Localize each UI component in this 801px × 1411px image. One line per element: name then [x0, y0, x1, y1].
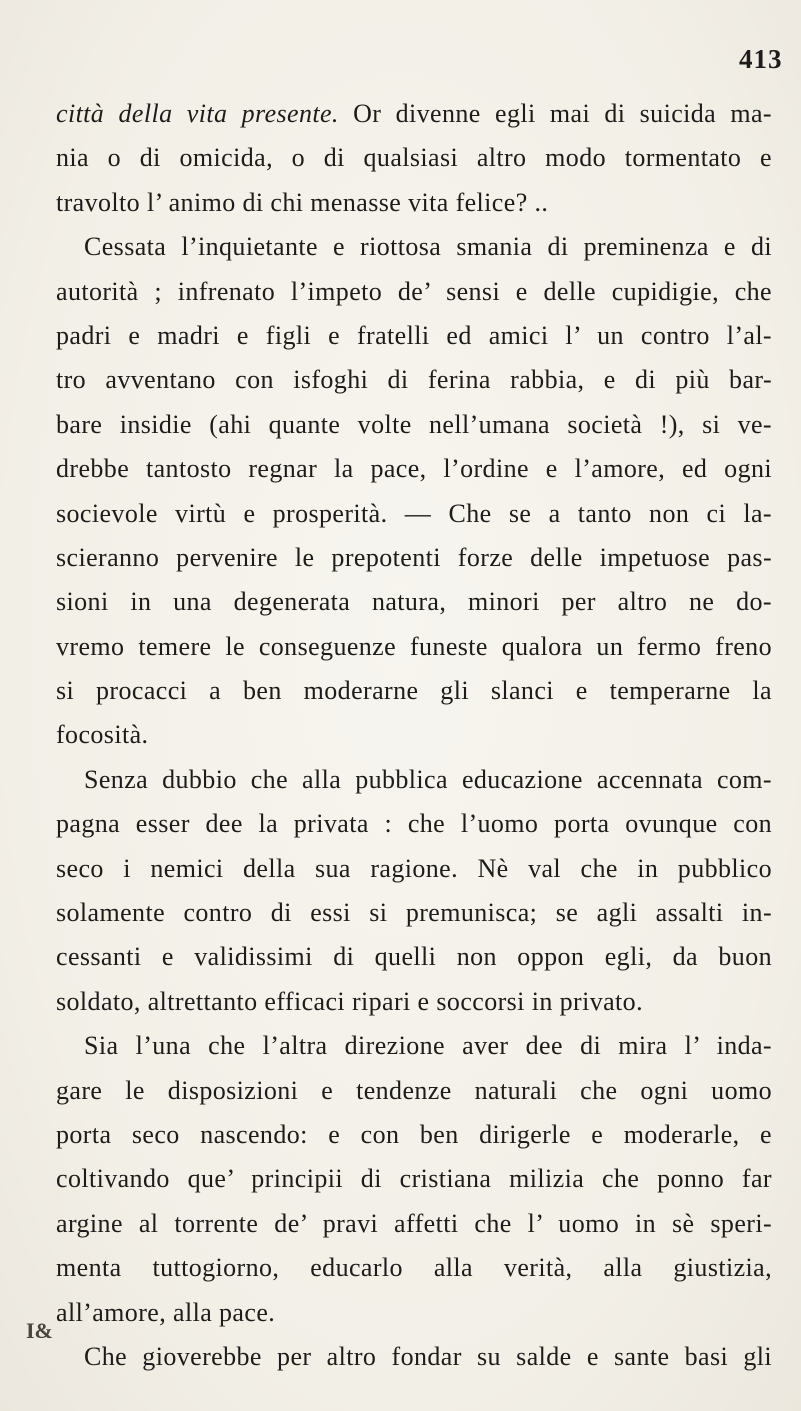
text-line: menta tuttogiorno, educarlo alla verità, alla giustizia,: [56, 1253, 772, 1283]
text-line: solamente contro di essi si premunisca; se agli assalti in-: [56, 898, 772, 928]
text-line: all’amore, alla pace.: [56, 1297, 276, 1327]
text-line: bare insidie (ahi quante volte nell’umana società !), si ve-: [56, 409, 772, 439]
text-line: autorità ; infrenato l’impeto de’ sensi e delle cupidigie, che: [56, 276, 772, 306]
footer-mark: I&: [26, 1318, 53, 1343]
paragraph-start-line: Senza dubbio che alla pubblica educazione accennata com-: [84, 764, 772, 794]
text-line: drebbe tantosto regnar la pace, l’ordine e l’amore, ed ogni: [56, 454, 772, 484]
text-line: nia o di omicida, o di qualsiasi altro modo tormentato e: [56, 143, 772, 173]
text-line: sioni in una degenerata natura, minori per altro ne do-: [56, 587, 772, 617]
text-line: porta seco nascendo: e con ben dirigerle e moderarle, e: [56, 1119, 772, 1149]
page-number: 413: [739, 44, 783, 74]
text-line: pagna esser dee la privata : che l’uomo porta ovunque con: [56, 809, 772, 839]
text-line: seco i nemici della sua ragione. Nè val che in pubblico: [56, 853, 772, 883]
paragraph-start-line: Cessata l’inquietante e riottosa smania di preminenza e di: [84, 232, 772, 262]
italic-phrase: città della vita presente.: [56, 99, 339, 128]
paragraph-start-line: Sia l’una che l’altra direzione aver dee di mira l’ inda-: [84, 1031, 772, 1061]
text-line: socievole virtù e prosperità. — Che se a tanto non ci la-: [56, 498, 772, 528]
text-line: argine al torrente de’ pravi affetti che l’ uomo in sè speri-: [56, 1208, 772, 1238]
text-line: [56, 92, 772, 136]
text-line: coltivando que’ principii di cristiana milizia che ponno far: [56, 1164, 772, 1194]
text-line: travolto l’ animo di chi menasse vita felice? ..: [56, 187, 549, 217]
text-line: soldato, altrettanto efficaci ripari e soccorsi in privato.: [56, 986, 643, 1016]
body-text: [56, 92, 772, 1379]
paragraph-start-line: Che gioverebbe per altro fondar su salde e sante basi gli: [84, 1341, 772, 1371]
text-line: cessanti e validissimi di quelli non oppon egli, da buon: [56, 942, 772, 972]
text-line: si procacci a ben moderarne gli slanci e temperarne la: [56, 676, 772, 706]
text-line: focosità.: [56, 720, 149, 750]
text-line: padri e madri e figli e fratelli ed amici l’ un contro l’al-: [56, 320, 772, 350]
text-line: vremo temere le conseguenze funeste qualora un fermo freno: [56, 631, 772, 661]
line-text: Or divenne egli mai di suicida ma-: [338, 99, 772, 128]
text-line: gare le disposizioni e tendenze naturali che ogni uomo: [56, 1075, 772, 1105]
text-line: scieranno pervenire le prepotenti forze delle impetuose pas-: [56, 542, 772, 572]
text-line: tro avventano con isfoghi di ferina rabbia, e di più bar-: [56, 365, 772, 395]
